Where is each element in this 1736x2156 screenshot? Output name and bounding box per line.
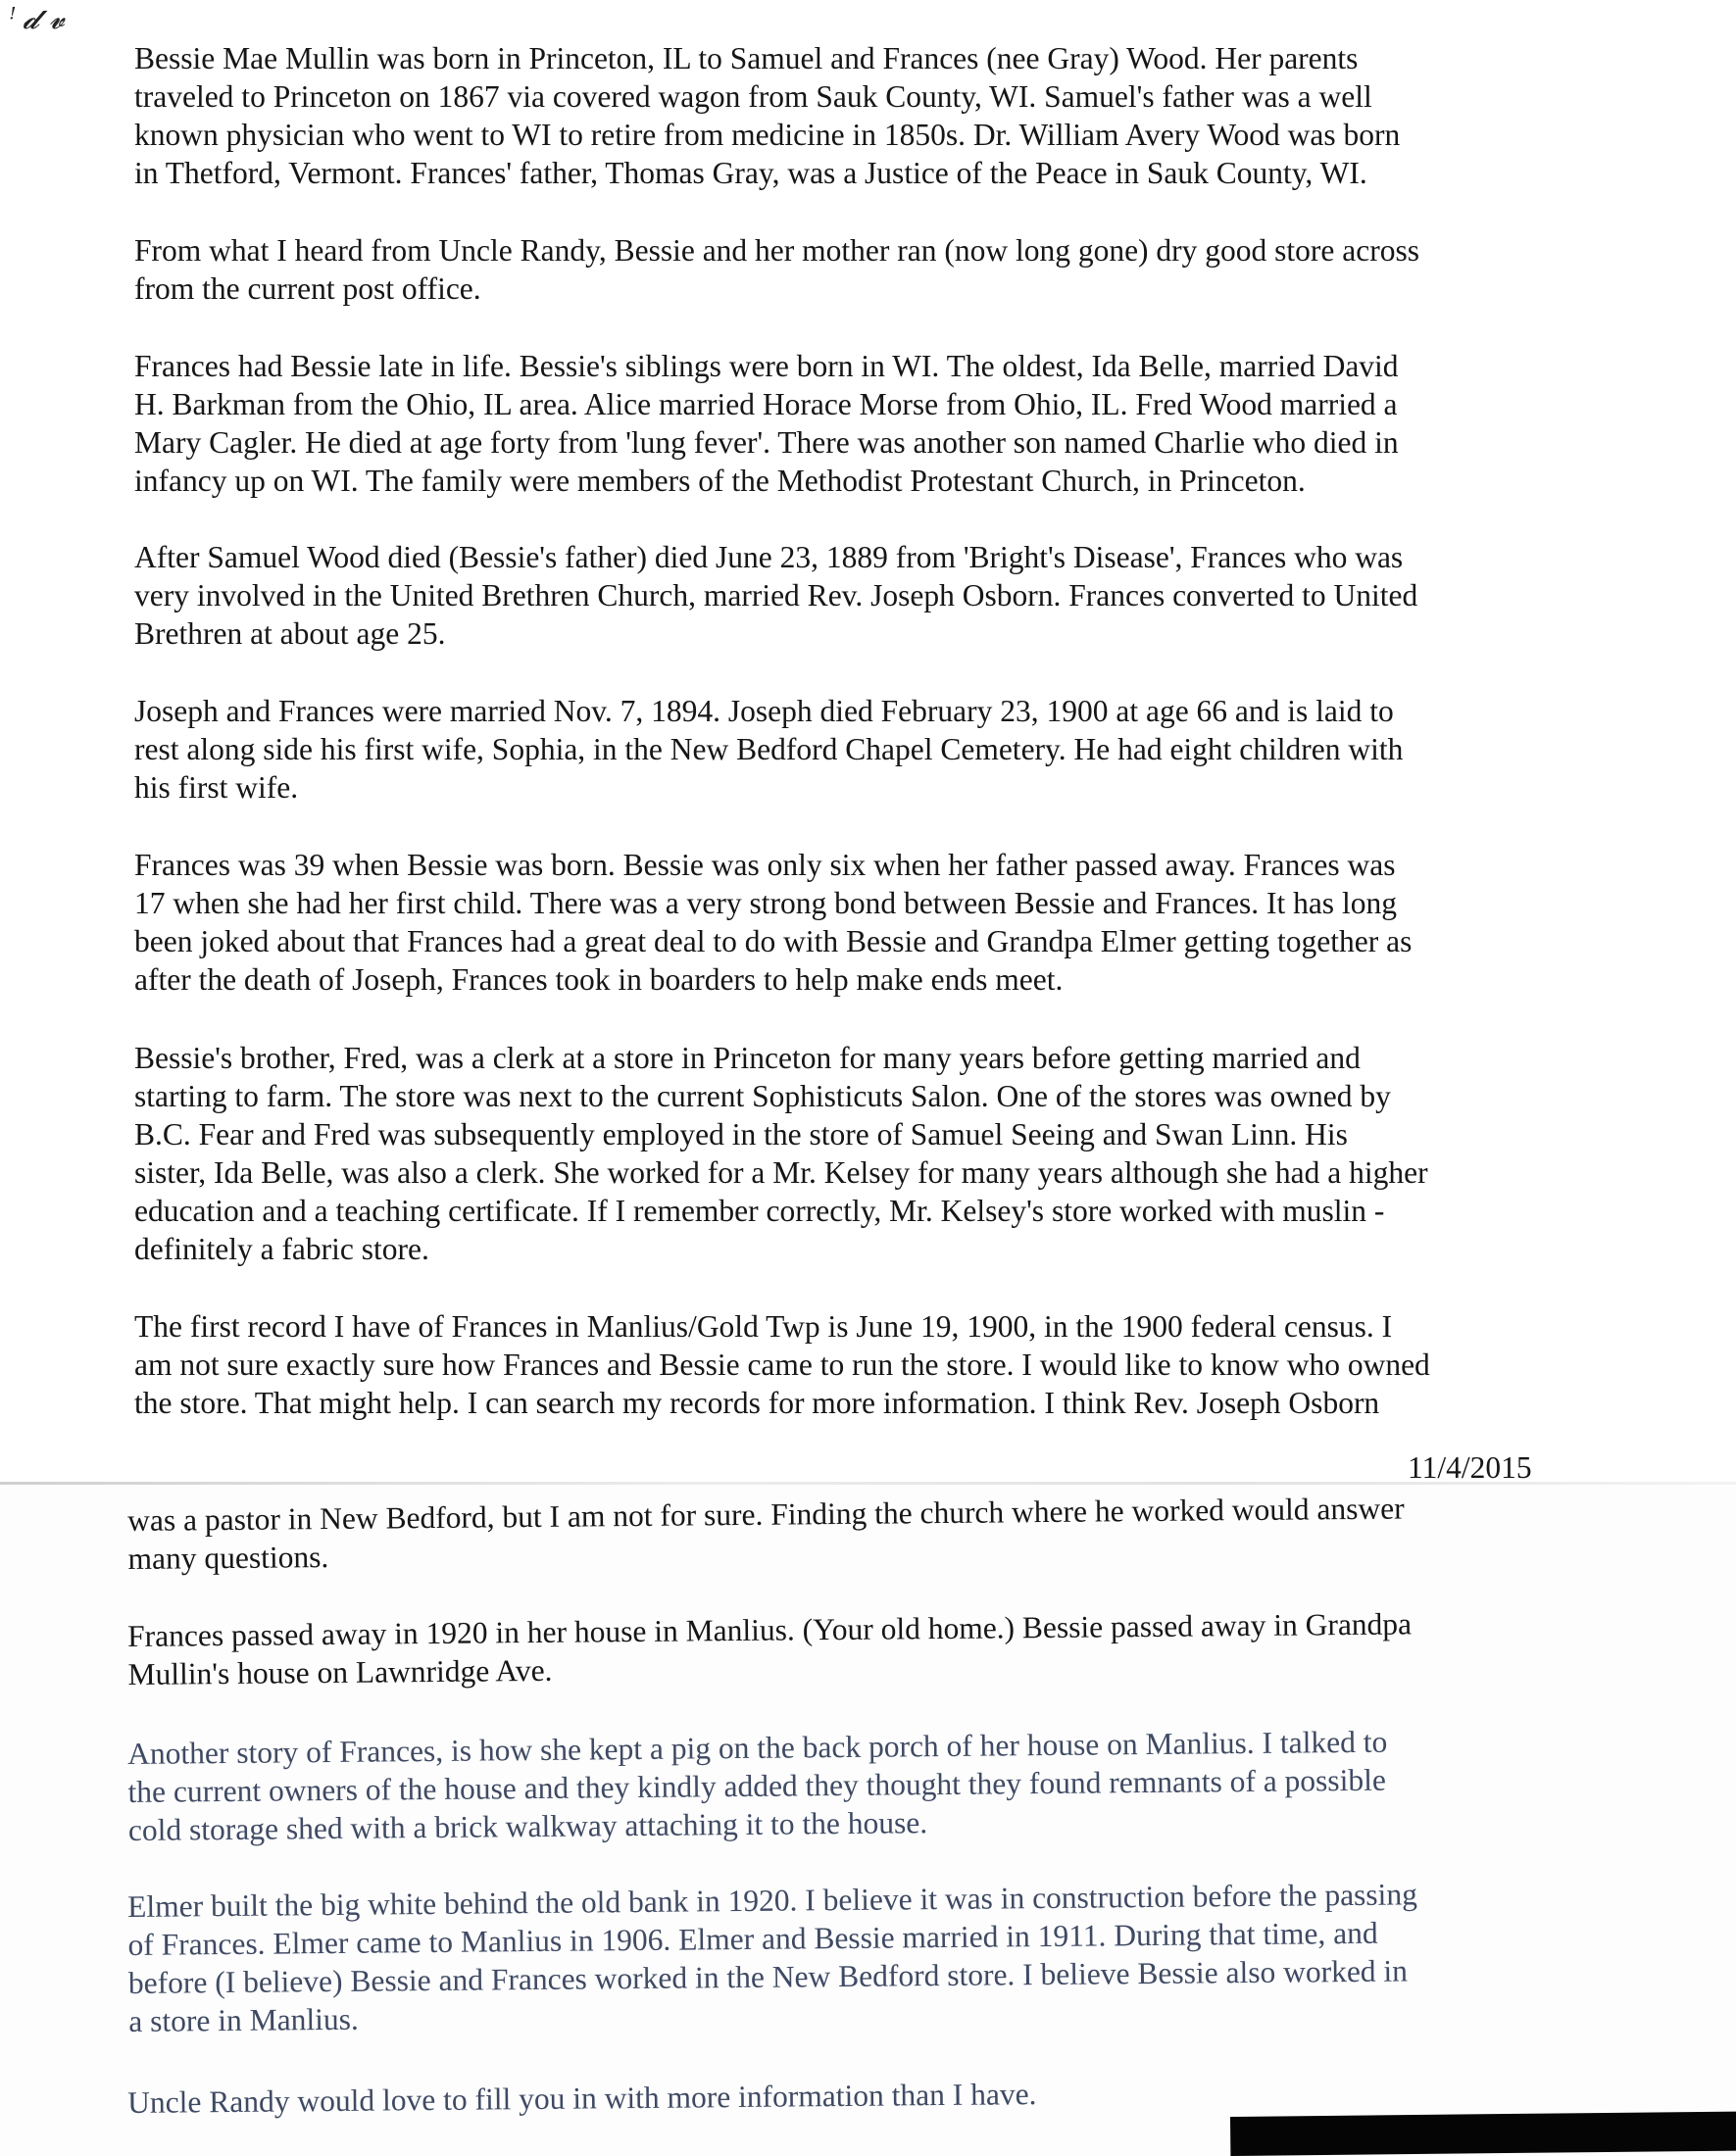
redaction-bar: [1230, 2112, 1736, 2156]
paragraph-dry-good-store: From what I heard from Uncle Randy, Bessie and her mother ran (now long gone) dry good store across from the current post office.: [134, 233, 1419, 306]
paragraph-frances-passing: Frances passed away in 1920 in her house in Manlius. (Your old home.) Bessie passed away in Grandpa Mullin's house on Lawnridge Ave.: [127, 1606, 1413, 1691]
paragraph-ancestry: Bessie Mae Mullin was born in Princeton, IL to Samuel and Frances (nee Gray) Wood. Her parents traveled to Princeton on 1867 via covered wagon from Sauk County, WI. Samuel's father was a well known physician who went to WI to retire from medicine in 1850s. Dr. William Avery Wood was born in Thetford, Vermont. Frances' father, Thomas Gray, was a Justice of the Peace in Sauk County, WI.: [134, 41, 1401, 190]
paragraph-bessie-and-frances: Frances was 39 when Bessie was born. Bessie was only six when her father passed away. Frances was 17 when she had her first child. There was a very strong bond between Bessie and Frances. It has long been joked about that Frances had a great deal to do with Bessie and Grandpa Elmer getting together as after the death of Joseph, Frances took in boarders to help make ends meet.: [134, 848, 1413, 997]
paragraph-pastor-new-bedford: was a pastor in New Bedford, but I am not for sure. Finding the church where he worked would answer many questions.: [127, 1491, 1405, 1576]
paragraph-census-record: The first record I have of Frances in Manlius/Gold Twp is June 19, 1900, in the 1900 federal census. I am not sure exactly sure how Frances and Bessie came to run the store. I would like to know who owned the store. That might help. I can search my records for more information. I think Rev. Joseph Osborn: [134, 1309, 1430, 1420]
date-stamp: 11/4/2015: [1408, 1450, 1532, 1485]
paragraph-pig-story: Another story of Frances, is how she kept a pig on the back porch of her house on Manlius. I talked to the current owners of the house and they kindly added they thought they found remnants of a possible cold storage shed with a brick walkway attaching it to the house.: [127, 1724, 1388, 1847]
paragraph-fred-clerk: Bessie's brother, Fred, was a clerk at a store in Princeton for many years before getting married and starting to farm. The store was next to the current Sophisticuts Salon. One of the stores was owned by B.C. Fear and Fred was subsequently employed in the store of Samuel Seeing and Swan Linn. His sister, Ida Belle, was also a clerk. She worked for a Mr. Kelsey for many years although she had a higher education and a teaching certificate. If I remember correctly, Mr. Kelsey's store worked with muslin - definitely a fabric store.: [134, 1041, 1428, 1266]
margin-note: ꜝ 𝓭 𝓿: [6, 2, 66, 36]
paragraph-uncle-randy: Uncle Randy would love to fill you in with more information than I have.: [127, 2077, 1037, 2120]
paragraph-elmer-house: Elmer built the big white behind the old bank in 1920. I believe it was in construction before the passing of Frances. Elmer came to Manlius in 1906. Elmer and Bessie married in 1911. During that time, and before (I believe) Bessie and Frances worked in the New Bedford store. I believe Bessie also worked in a store in Manlius.: [127, 1877, 1418, 2038]
paragraph-joseph-osborn: Joseph and Frances were married Nov. 7, 1894. Joseph died February 23, 1900 at age 66 and is laid to rest along side his first wife, Sophia, in the New Bedford Chapel Cemetery. He had eight children with his first wife.: [134, 694, 1404, 805]
paragraph-second-marriage: After Samuel Wood died (Bessie's father) died June 23, 1889 from 'Bright's Disease', Frances who was very involved in the United Brethren Church, married Rev. Joseph Osborn. Frances converted to United Brethren at about age 25.: [134, 540, 1418, 651]
paragraph-siblings: Frances had Bessie late in life. Bessie's siblings were born in WI. The oldest, Ida Belle, married David H. Barkman from the Ohio, IL area. Alice married Horace Morse from Ohio, IL. Fred Wood married a Mary Cagler. He died at age forty from 'lung fever'. There was another son named Charlie who died in infancy up on WI. The family were members of the Methodist Protestant Church, in Princeton.: [134, 349, 1399, 498]
